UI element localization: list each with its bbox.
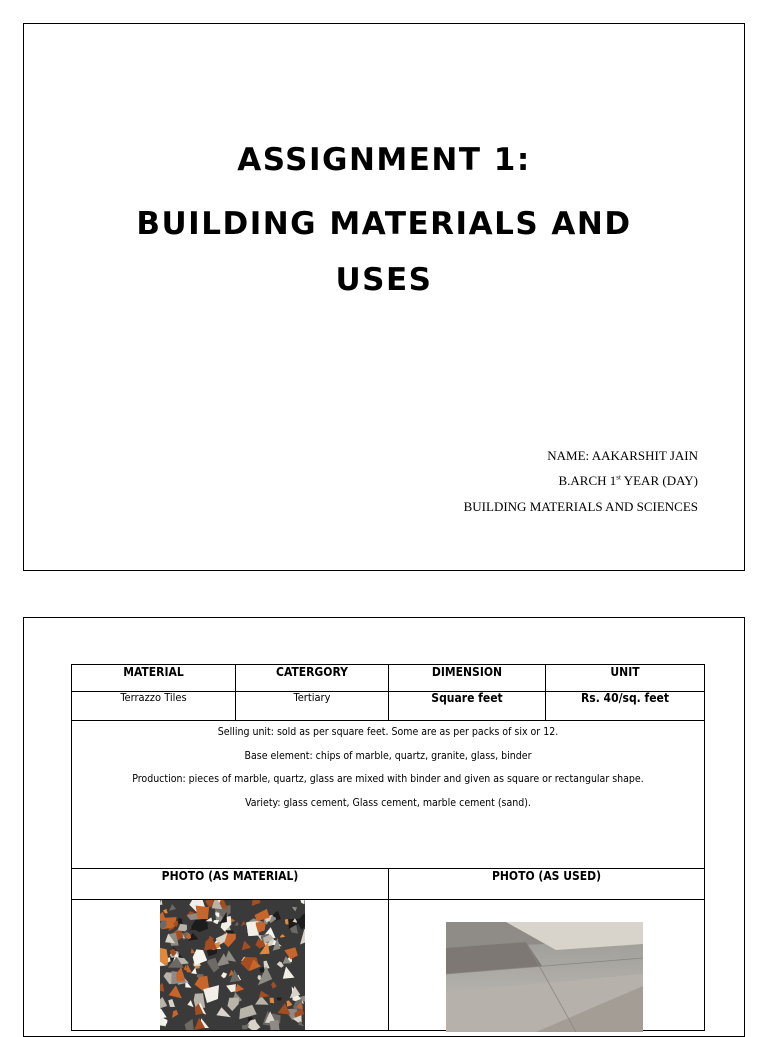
description-row <box>72 721 705 869</box>
author-class <box>558 473 698 489</box>
description-line-production: Production: pieces of marble, quartz, glass are mixed with binder and given as square or rectangular shape. <box>132 773 644 785</box>
photo-material-header: PHOTO (AS MATERIAL) <box>72 869 389 900</box>
terrazzo-chips-image <box>160 900 305 1030</box>
description-line-selling: Selling unit: sold as per square feet. Some are as per packs of six or 12. <box>217 726 559 738</box>
header-dimension: DIMENSION <box>389 665 546 692</box>
photo-header-row <box>72 869 705 900</box>
header-category: CATERGORY <box>236 665 389 692</box>
header-unit: UNIT <box>546 665 705 692</box>
photo-row <box>72 900 705 1031</box>
class-prefix: B.ARCH 1 <box>558 473 617 488</box>
unit-value: Rs. 40/sq. feet <box>546 692 705 721</box>
author-name: NAME: AAKARSHIT JAIN <box>547 448 698 463</box>
material-table <box>71 664 705 1031</box>
cover-page <box>23 23 745 571</box>
class-ordinal: st <box>616 473 621 482</box>
header-material: MATERIAL <box>72 665 236 692</box>
value-row <box>72 692 705 721</box>
category-value: Tertiary <box>236 692 389 721</box>
description-cell <box>72 721 705 869</box>
title-line-2: BUILDING MATERIALS AND <box>136 206 632 242</box>
terrazzo-material-photo <box>160 900 305 1030</box>
photo-used-cell <box>389 900 705 1031</box>
description-line-variety: Variety: glass cement, Glass cement, marble cement (sand). <box>245 796 531 809</box>
author-subject: BUILDING MATERIALS AND SCIENCES <box>463 499 698 514</box>
title-line-3: USES <box>335 262 433 298</box>
material-sheet-page <box>23 617 745 1037</box>
dimension-value: Square feet <box>389 692 546 721</box>
title-line-1: ASSIGNMENT 1: <box>237 142 531 178</box>
material-value: Terrazzo Tiles <box>72 692 236 721</box>
terrazzo-floor-photo <box>446 922 643 1032</box>
description-line-base: Base element: chips of marble, quartz, granite, glass, binder <box>244 749 532 762</box>
class-suffix: YEAR (DAY) <box>620 473 698 488</box>
photo-used-header: PHOTO (AS USED) <box>389 869 705 900</box>
header-row <box>72 665 705 692</box>
tiled-floor-image <box>446 922 643 1032</box>
photo-material-cell <box>72 900 389 1031</box>
